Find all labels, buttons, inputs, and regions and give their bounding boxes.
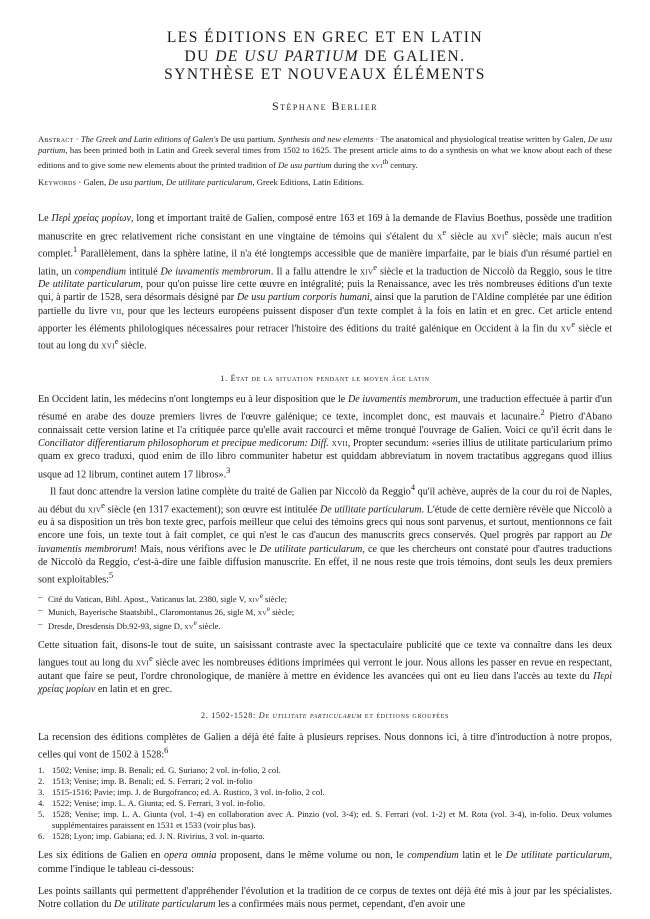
text: intitulé bbox=[126, 266, 161, 278]
list-number: 1. bbox=[38, 765, 45, 776]
abstract-title-italic: The Greek and Latin editions of Galen's bbox=[80, 133, 219, 144]
list-item bbox=[38, 831, 612, 842]
text: Les six éditions de Galien en bbox=[38, 850, 165, 862]
list-dash: – bbox=[38, 604, 43, 615]
text: , long et important traité de Galien, composé entre 163 et 169 à la demande de Flavius Boethus, possède une tradition manuscrite en grec relativement riche consistant en une vingtaine de témoins qui s'étalent du bbox=[38, 213, 612, 242]
abstract-label: Abstract bbox=[38, 133, 74, 144]
text: , comme l'indique le tableau ci-dessous: bbox=[38, 850, 613, 875]
abstract-text: , has been printed both in Latin and Greek several times from 1502 to 1625. The present article aims to do a synthesis on what we know about each of these editions and to give some new elements about the printed tradition of bbox=[38, 145, 612, 170]
text: Dresde, Dresdensis Db.92-93, signe D, bbox=[48, 621, 185, 632]
text: siècle avec les nombreuses éditions imprimées qui verront le jour. Nous allons les passer en revue en respectant, autant que faire se peut, l'ordre chronologique, de manière à mettre en évidence les avancées qui ont eu lieu dans l'accès au texte du bbox=[38, 657, 612, 682]
century-sup: e bbox=[259, 591, 263, 600]
century-sup: e bbox=[101, 500, 105, 510]
century-numeral: x bbox=[437, 230, 443, 242]
italic-text: De utilitate particularum bbox=[319, 504, 422, 516]
century-numeral: xiv bbox=[359, 266, 374, 278]
list-number: 2. bbox=[38, 776, 45, 787]
italic-text: compendium bbox=[74, 266, 127, 278]
abstract-sep: · bbox=[73, 133, 81, 144]
text: . L'étude de cette dernière révèle que Niccolò a eu à sa disposition un très bon texte grec, parfois meilleur que celui des témoins grecs qui nous sont parvenus, et surtout, mentionnons ce fait encore une fois, un texte tout à fait complet, ce qui n'est le cas d'aucun des manuscrits grecs conservés. Quel progrès par rapport au bbox=[38, 504, 612, 542]
century-numeral: xvi bbox=[370, 159, 383, 170]
text: Cette situation fait, disons-le tout de suite, un saisissant contraste avec la spectaculaire publicité que ce texte va connaître dans les deux langues tout au long du bbox=[38, 640, 612, 669]
italic-text: De iuvamentis membrorum bbox=[347, 394, 458, 406]
text: Pietro d'Abano connaissait cette version latine et l'a critiquée parce qu'elle avait raccourci et même tronqué l'ouvrage de Galien. Voici ce qu'il écrit dans le bbox=[38, 411, 613, 436]
list-item bbox=[38, 604, 612, 618]
text: Munich, Bayerische Staatsbibl., Claromontanus 26, sigle M, bbox=[48, 607, 258, 618]
keywords bbox=[38, 177, 612, 189]
title-line-1: LES ÉDITIONS EN GREC ET EN LATIN bbox=[166, 29, 484, 46]
text: 1513; Venise; imp. B. Benali; ed. S. Ferrari; 2 vol. in-folio bbox=[52, 776, 253, 787]
abstract-title-italic-2: . Synthesis and new elements bbox=[273, 133, 374, 144]
text: , ainsi que la parution de l'Aldine complétée par une édition partielle du livre bbox=[38, 292, 613, 317]
text: Il faut donc attendre la version latine complète du traité de Galien par Niccolò da Reggio bbox=[50, 486, 411, 498]
article-title bbox=[0, 0, 650, 85]
text: 1502; Venise; imp. B. Benali; ed. G. Suriano; 2 vol. in-folio, 2 col. bbox=[52, 765, 281, 776]
article-body bbox=[38, 212, 612, 911]
section-1-paragraph-1 bbox=[38, 393, 612, 481]
text: , pour qu'on puisse lire cette œuvre en intégralité; puis la Renaissance, avec les très nombreuses éditions d'un texte qui, à partir de 1528, sera désormais désigné par bbox=[38, 279, 612, 304]
list-item bbox=[38, 776, 612, 787]
footnote-ref[interactable]: 1 bbox=[73, 245, 78, 255]
century-numeral: xv bbox=[560, 323, 572, 335]
list-item bbox=[38, 787, 612, 798]
italic-text: De utilitate particularum bbox=[258, 711, 363, 721]
title-line-2-prefix: DU bbox=[184, 47, 210, 65]
keywords-label: Keywords bbox=[38, 176, 77, 187]
editions-list bbox=[38, 765, 612, 842]
century-sup: e bbox=[442, 227, 447, 237]
list-number: 4. bbox=[38, 798, 45, 809]
century-sup: e bbox=[149, 654, 153, 664]
section-2-heading bbox=[38, 709, 612, 722]
book-numeral: xvii bbox=[328, 438, 348, 450]
section-2-paragraph-2 bbox=[38, 849, 612, 875]
greek-title: Περὶ χρείας μορίων bbox=[51, 213, 131, 225]
footnote-ref[interactable]: 5 bbox=[108, 571, 114, 581]
text: proposent, dans le même volume ou non, le bbox=[216, 850, 408, 862]
list-dash: – bbox=[38, 590, 43, 601]
table-gap bbox=[38, 876, 612, 885]
text: siècle; bbox=[262, 593, 287, 604]
text: , ce que les chercheurs ont constaté pour d'autres traductions de Niccolò da Reggio, c'est-à-dire une faible diffusion manuscrite. En effet, il ne nous reste que trois témoins, dont seuls les deux premiers sont exploitables: bbox=[38, 543, 612, 586]
abstract-italic: De usu partium bbox=[278, 159, 332, 170]
book-numeral: vii bbox=[110, 305, 122, 317]
keywords-text: · Galen, bbox=[76, 176, 109, 187]
list-number: 5. bbox=[38, 809, 45, 820]
text: , Propter secundum: «series illius de utilitate particularium primo quam ex greco traduxi, quod enim de illo libro communiter habetur est quiddam abbreviatum in novem tractatibus aggregans quod illius usque ad 12 librum, continet autem 17 libros». bbox=[38, 438, 612, 480]
text: 2. 1502-1528: bbox=[200, 711, 259, 721]
text: siècle et tout au long du bbox=[38, 323, 613, 352]
list-item bbox=[38, 618, 612, 632]
century-sup: th bbox=[382, 157, 389, 166]
text: ! Mais, nous vérifions avec le bbox=[133, 543, 260, 555]
abstract-text: century. bbox=[388, 159, 418, 170]
italic-text: De utilitate particularum bbox=[505, 850, 610, 862]
century-numeral: xv bbox=[184, 621, 194, 632]
keywords-text: , Greek Editions, Latin Editions. bbox=[252, 176, 364, 187]
list-item bbox=[38, 809, 612, 831]
text: siècle. bbox=[196, 621, 221, 632]
century-numeral: xvi bbox=[491, 230, 505, 242]
italic-text: compendium bbox=[407, 850, 459, 862]
century-numeral: xiv bbox=[87, 504, 102, 516]
author-name: Stéphane Berlier bbox=[271, 98, 379, 113]
footnote-ref[interactable]: 3 bbox=[226, 465, 231, 475]
footnote-ref[interactable]: 2 bbox=[540, 408, 545, 418]
section-1-heading: 1. État de la situation pendant le moyen âge latin bbox=[220, 373, 430, 383]
text: 1522; Venise; imp. L. A. Giunta; ed. S. Ferrari, 3 vol. in-folio. bbox=[52, 798, 265, 809]
witness-list bbox=[38, 591, 612, 633]
century-sup: e bbox=[571, 319, 576, 329]
text: Parallèlement, dans la sphère latine, il n'a été longtemps accessible que de manière imparfaite, par le biais d'un résumé partiel en latin, un bbox=[38, 248, 612, 278]
italic-text: opera omnia bbox=[164, 850, 217, 862]
list-item bbox=[38, 591, 612, 605]
text: 1528; Lyon; imp. Gabiana; ed. J. N. Rivirius, 3 vol. in-quarto. bbox=[52, 831, 265, 842]
text: siècle. bbox=[118, 340, 147, 352]
century-sup: e bbox=[504, 227, 509, 237]
text: siècle au bbox=[446, 230, 492, 242]
greek-title: Περὶ χρείας μορίων bbox=[38, 670, 612, 696]
text: , une traduction effectuée à partir d'un résumé en arabe des douze premiers livres de l'œuvre galénique; ce texte, incomplet donc, est mauvais et lacunaire. bbox=[38, 394, 612, 423]
section-2-paragraph-1 bbox=[38, 731, 612, 762]
text: Les points saillants qui permettent d'appréhender l'évolution et la tradition de ce corpus de textes ont déjà été mis à jour par les spécialistes. Notre collation du bbox=[38, 885, 612, 910]
abstract-text: during the bbox=[331, 159, 371, 170]
list-number: 6. bbox=[38, 831, 45, 842]
section-1-paragraph-2 bbox=[38, 481, 612, 587]
text: qu'il achève, auprès de la cour du roi de Naples, au début du bbox=[38, 486, 612, 516]
text: et éditions groupées bbox=[362, 711, 450, 721]
abstract-italic: De usu partium bbox=[38, 133, 612, 155]
text: Le bbox=[38, 213, 52, 225]
text: latin et le bbox=[458, 850, 506, 862]
intro-paragraph bbox=[38, 212, 612, 353]
text: 1515-1516; Pavie; imp. J. de Burgofranco; ed. A. Rustico, 3 vol. in-folio, 2 col. bbox=[52, 787, 325, 798]
century-numeral: xv bbox=[257, 607, 267, 618]
section-1-paragraph-3 bbox=[38, 639, 612, 696]
century-sup: e bbox=[193, 619, 197, 628]
footnote-ref[interactable]: 4 bbox=[410, 483, 416, 493]
text: les a confirmées mais nous permet, cependant, d'en avoir une bbox=[215, 898, 466, 910]
title-line-2-suffix: DE GALIEN. bbox=[364, 47, 466, 65]
keywords-italic: De usu partium, De utilitate particularum bbox=[108, 176, 253, 187]
title-line-2 bbox=[0, 48, 650, 67]
century-numeral: xiv bbox=[248, 593, 260, 604]
text: La recension des éditions complètes de Galien a déjà été faite à plusieurs reprises. Nous donnons ici, à titre d'introduction à notre propos, celles qui vont de 1502 à 1528: bbox=[38, 731, 612, 761]
list-item bbox=[38, 765, 612, 776]
list-number: 3. bbox=[38, 787, 45, 798]
abstract-title-mid: De usu partium bbox=[218, 133, 274, 144]
text: siècle; mais aucun n'est complet. bbox=[38, 230, 612, 260]
abstract-text: · The anatomical and physiological treatise written by Galen, bbox=[373, 133, 588, 144]
text: 1528; Venise; imp. L. A. Giunta (vol. 1-4) en collaboration avec A. Pinzio (vol. 3-4); ed. S. Ferrari (vol. 1-2) et M. Rota (vol. 3-4), in-folio. Deux volumes supplémentaires paraissent en 1531 et 1533 (voir plus bas). bbox=[52, 809, 612, 831]
text: siècle (en 1317 exactement); son œuvre est intitulée bbox=[104, 504, 320, 516]
title-line-2-italic: DE USU PARTIUM bbox=[215, 47, 360, 65]
century-sup: e bbox=[114, 337, 119, 347]
abstract bbox=[38, 134, 612, 171]
section-2-paragraph-3 bbox=[38, 885, 612, 911]
century-sup: e bbox=[266, 605, 271, 614]
italic-text: De utilitate particularum bbox=[259, 543, 363, 555]
italic-text: De iuvamentis membrorum bbox=[160, 266, 271, 278]
text: . Il a fallu attendre le bbox=[270, 266, 360, 278]
title-line-3: SYNTHÈSE ET NOUVEAUX ÉLÉMENTS bbox=[164, 66, 486, 83]
text: en latin et en grec. bbox=[95, 684, 173, 696]
text: siècle; bbox=[270, 607, 295, 618]
list-dash: – bbox=[38, 618, 43, 629]
italic-text: De iuvamentis membrorum bbox=[38, 530, 612, 555]
text: Cité du Vatican, Bibl. Apost., Vaticanus lat. 2380, sigle V, bbox=[48, 593, 249, 604]
italic-text: De utilitate particularum bbox=[113, 898, 216, 910]
century-numeral: xvi bbox=[101, 340, 115, 352]
italic-text: Conciliator differentiarum philosophorum et precipue medicorum: Diff. bbox=[38, 438, 329, 450]
century-numeral: xvi bbox=[135, 657, 150, 669]
text: , pour que les lecteurs européens puissent disposer d'un texte complet à la fois en latin et en grec. Cet article entend apporter les éléments philologiques nécessaires pour retracer l'histoire des éditions du traité galénique en Occident à la fin du bbox=[38, 305, 612, 335]
text: En Occident latin, les médecins n'ont longtemps eu à leur disposition que le bbox=[38, 394, 348, 406]
italic-text: De usu partium corporis humani bbox=[236, 292, 370, 304]
text: siècle et la traduction de Niccolò da Reggio, sous le titre bbox=[377, 266, 612, 278]
italic-text: De utilitate particularum bbox=[38, 279, 141, 291]
century-sup: e bbox=[373, 262, 378, 272]
list-item bbox=[38, 798, 612, 809]
footnote-ref[interactable]: 6 bbox=[164, 745, 169, 755]
